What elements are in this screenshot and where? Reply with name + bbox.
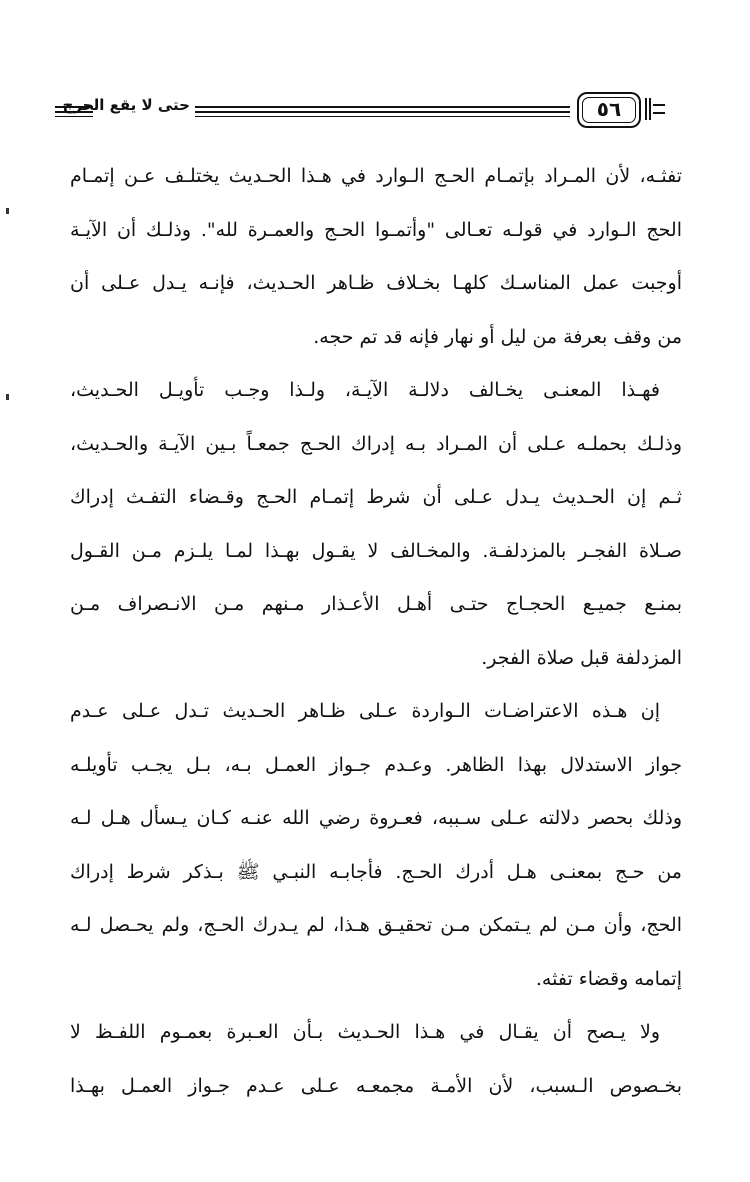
text-line: بخـصوص الـسبب، لأن الأمـة مجمعـه عـلى عـدم جـواز العمـل بهـذا — [70, 1074, 682, 1097]
page-number: ٥٦ — [577, 92, 641, 128]
header-rule-middle — [195, 106, 570, 113]
text-line: أوجبت عمل المناسـك كلهـا بخـلاف ظـاهر الحـديث، فإنـه يـدل عـلى أن — [70, 272, 682, 294]
margin-mark — [6, 394, 9, 400]
text-line: وذلك بحصر دلالته عـلى سـببه، فعـروة رضي الله عنـه كـان يـسأل هـل لـه — [70, 807, 682, 829]
text-line: ولا يـصح أن يقـال في هـذا الحـديث بـأن العـبرة بعمـوم اللفـظ لا — [70, 1021, 660, 1043]
running-title: حتى لا يقع الحرج — [62, 96, 190, 114]
text-line: الحج الـوارد في قولـه تعـالى "وأتمـوا الحـج والعمـرة لله". وذلـك أن الآيـة — [70, 218, 682, 241]
text-line: جواز الاستدلال بهذا الظاهر. وعـدم جـواز العمـل بـه، بـل يجـب تأويلـه — [70, 753, 682, 776]
text-line: من حـج بمعنـى هـل أدرك الحـج. فأجابـه النبـي ﷺ بـذكر شرط إدراك — [70, 860, 682, 883]
text-line: فهـذا المعنـى يخـالف دلالـة الآيـة، ولـذا وجـب تأويـل الحـديث، — [70, 379, 660, 401]
body-text — [70, 150, 682, 1113]
text-line: من وقف بعرفة من ليل أو نهار فإنه قد تم حجه. — [313, 325, 682, 348]
text-line: تفثـه، لأن المـراد بإتمـام الحـج الـوارد في هـذا الحـديث يختلـف عـن إتمـام — [70, 165, 682, 187]
header-ornament-end — [653, 104, 665, 114]
page-header — [55, 92, 695, 136]
margin-mark — [6, 208, 9, 214]
header-ornament — [645, 98, 651, 120]
text-line: صـلاة الفجـر بالمزدلفـة. والمخـالف لا يقـول بهـذا لمـا يلـزم مـن القـول — [70, 539, 682, 562]
text-line: إتمامه وقضاء تفثه. — [535, 967, 682, 990]
text-line: وذلـك بحملـه عـلى أن المـراد بـه إدراك الحـج جمعـاً بـين الآيـة والحـديث، — [70, 432, 682, 455]
text-line: إن هـذه الاعتراضـات الـواردة عـلى ظـاهر الحـديث تـدل عـلى عـدم — [70, 700, 660, 722]
text-line: بمنـع جميـع الحجـاج حتـى أهـل الأعـذار مـنهم مـن الانـصراف مـن — [70, 593, 682, 615]
text-line: المزدلفة قبل صلاة الفجر. — [481, 646, 682, 669]
text-line: ثـم إن الحـديث يـدل عـلى أن شرط إتمـام الحـج وقـضاء التفـث إدراك — [70, 486, 682, 508]
text-line: الحج، وأن مـن لم يـتمكن مـن تحقيـق هـذا، لم يـدرك الحـج، ولم يحـصل لـه — [70, 914, 682, 936]
